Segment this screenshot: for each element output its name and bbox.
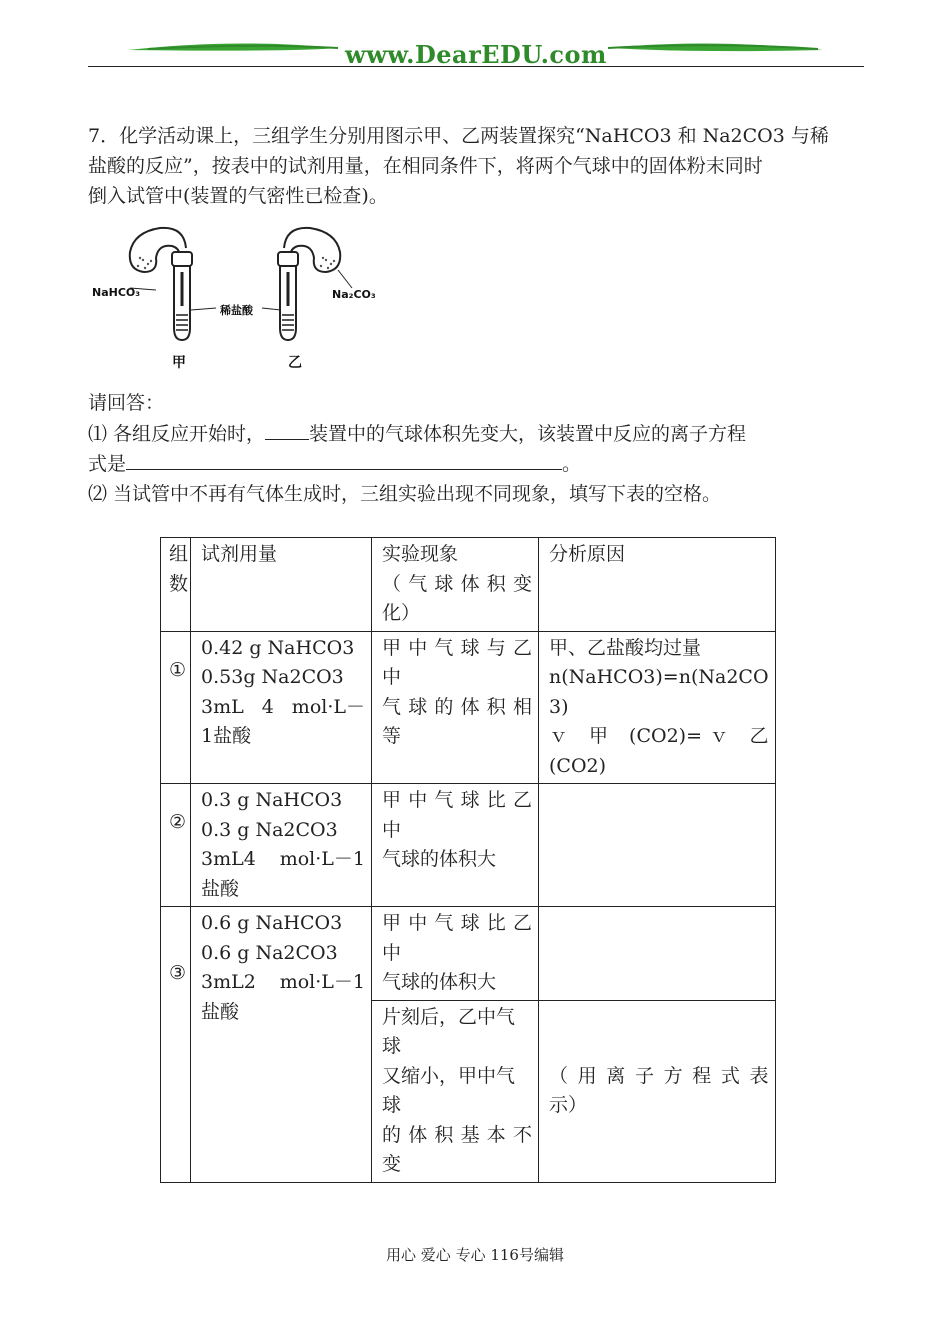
page-header: [88, 30, 864, 70]
subquestion-1-end: 。: [562, 453, 582, 475]
table-row: [161, 784, 776, 907]
header-group-text: 组: [169, 543, 189, 565]
reagent-line: 0.6 g Na2CO3: [201, 941, 338, 964]
phenomenon-cell: [372, 1000, 539, 1182]
phenomenon-cell: [372, 631, 539, 784]
header-reagents: [191, 538, 372, 632]
phenomenon-line: 气球的体积相: [382, 695, 533, 718]
phenomenon-line: 片刻后，乙中气: [382, 1005, 516, 1028]
analysis-line: ｖ 甲 (CO2)=ｖ 乙: [549, 725, 769, 747]
intro-line: 倒入试管中(装置的气密性已检查)。: [88, 185, 388, 207]
phenomenon-cell: [372, 784, 539, 907]
header-analysis: [539, 538, 776, 632]
analysis-line: 3): [549, 695, 569, 718]
reagent-cell: [191, 907, 372, 1183]
group-number: ①: [161, 631, 191, 784]
table-row: [161, 631, 776, 784]
subquestion-1-line2-prefix: 式是: [88, 453, 127, 475]
apparatus-yi-label: 乙: [288, 355, 302, 371]
reagent-cell: [191, 784, 372, 907]
analysis-line: (CO2): [549, 754, 607, 777]
answer-prompt: 请回答：: [88, 392, 165, 414]
header-phenomenon-text: （气球体积变: [382, 572, 533, 595]
analysis-line: n(NaHCO3)=n(Na2CO: [549, 666, 769, 688]
apparatus-answer-blank[interactable]: [265, 419, 309, 440]
subquestion-1-line1: [88, 419, 868, 449]
results-table: [160, 537, 776, 1183]
subquestion-1-line2: [88, 449, 868, 479]
question-intro: [88, 121, 868, 211]
page-footer: 用心 爱心 专心 116号编辑: [386, 1246, 564, 1264]
intro-line: 盐酸的反应”，按表中的试剂用量，在相同条件下，将两个气球中的固体粉末同时: [88, 155, 763, 177]
reagent-line: 3mL4 mol·L－1: [201, 848, 366, 870]
analysis-line: 甲、乙盐酸均过量: [549, 636, 702, 659]
phenomenon-line: 球: [382, 1094, 402, 1116]
analysis-hint-line: 示）: [549, 1094, 588, 1116]
site-logo-text: www.DearEDU.com: [345, 40, 607, 69]
reagent-line: 3mL2 mol·L－1: [201, 971, 366, 993]
header-phenomenon-text: 实验现象: [382, 543, 459, 565]
dilute-hcl-label: 稀盐酸: [220, 304, 253, 317]
phenomenon-cell: [372, 907, 539, 1001]
phenomenon-line: 的体积基本不: [382, 1123, 533, 1146]
reagent-line: 1盐酸: [201, 725, 252, 747]
header-phenomenon: [372, 538, 539, 632]
header-reagents-text: 试剂用量: [201, 543, 278, 565]
phenomenon-line: 又缩小，甲中气: [382, 1064, 516, 1087]
ionic-equation-blank[interactable]: [126, 449, 562, 470]
apparatus-jia-label: 甲: [172, 355, 186, 371]
group-number: ③: [161, 907, 191, 1183]
reagent-line: 0.6 g NaHCO3: [201, 912, 343, 934]
analysis-answer-cell[interactable]: [539, 907, 776, 1001]
table-row: [161, 907, 776, 1001]
analysis-cell: [539, 631, 776, 784]
analysis-answer-cell[interactable]: [539, 784, 776, 907]
phenomenon-line: 甲中气球比乙: [382, 789, 533, 811]
header-group-text: 数: [169, 572, 189, 595]
subquestion-1: [88, 419, 868, 479]
subquestion-2: ⑵ 当试管中不再有气体生成时，三组实验出现不同现象，填写下表的空格。: [88, 483, 722, 505]
reagent-line: 盐酸: [201, 1000, 240, 1023]
reagent-line: 0.42 g NaHCO3: [201, 636, 355, 659]
reagent-line: 0.3 g NaHCO3: [201, 789, 343, 811]
phenomenon-line: 等: [382, 725, 402, 747]
analysis-answer-cell[interactable]: [539, 1000, 776, 1182]
reagent-line: 盐酸: [201, 877, 240, 900]
analysis-hint-line: （用离子方程式表: [549, 1064, 769, 1087]
phenomenon-line: 气球的体积大: [382, 848, 497, 870]
phenomenon-line: 甲中气球比乙: [382, 912, 533, 934]
reagent-line: 0.3 g Na2CO3: [201, 818, 338, 841]
reagent-line: 0.53g Na2CO3: [201, 666, 344, 688]
phenomenon-line: 中: [382, 941, 402, 964]
header-rule: [88, 66, 864, 67]
phenomenon-line: 气球的体积大: [382, 971, 497, 993]
group-number: ②: [161, 784, 191, 907]
subquestion-1-middle: 装置中的气球体积先变大，该装置中反应的离子方程: [309, 423, 747, 445]
reagent-line: 3mL 4 mol·L－: [201, 695, 366, 718]
header-analysis-text: 分析原因: [549, 543, 626, 565]
table-header-row: [161, 538, 776, 632]
na2co3-label: Na₂CO₃: [332, 288, 376, 301]
apparatus-figure: [88, 222, 388, 372]
phenomenon-line: 中: [382, 818, 402, 841]
nahco3-label: NaHCO₃: [92, 286, 141, 299]
subquestion-1-prefix: ⑴ 各组反应开始时，: [88, 423, 266, 445]
header-group: [161, 538, 191, 632]
phenomenon-line: 球: [382, 1035, 402, 1057]
phenomenon-line: 甲中气球与乙: [382, 636, 533, 659]
header-phenomenon-text: 化）: [382, 602, 421, 624]
intro-line: 7．化学活动课上，三组学生分别用图示甲、乙两装置探究“NaHCO3 和 Na2CO3 与稀: [88, 125, 829, 147]
phenomenon-line: 中: [382, 666, 402, 688]
phenomenon-line: 变: [382, 1153, 402, 1175]
reagent-cell: [191, 631, 372, 784]
